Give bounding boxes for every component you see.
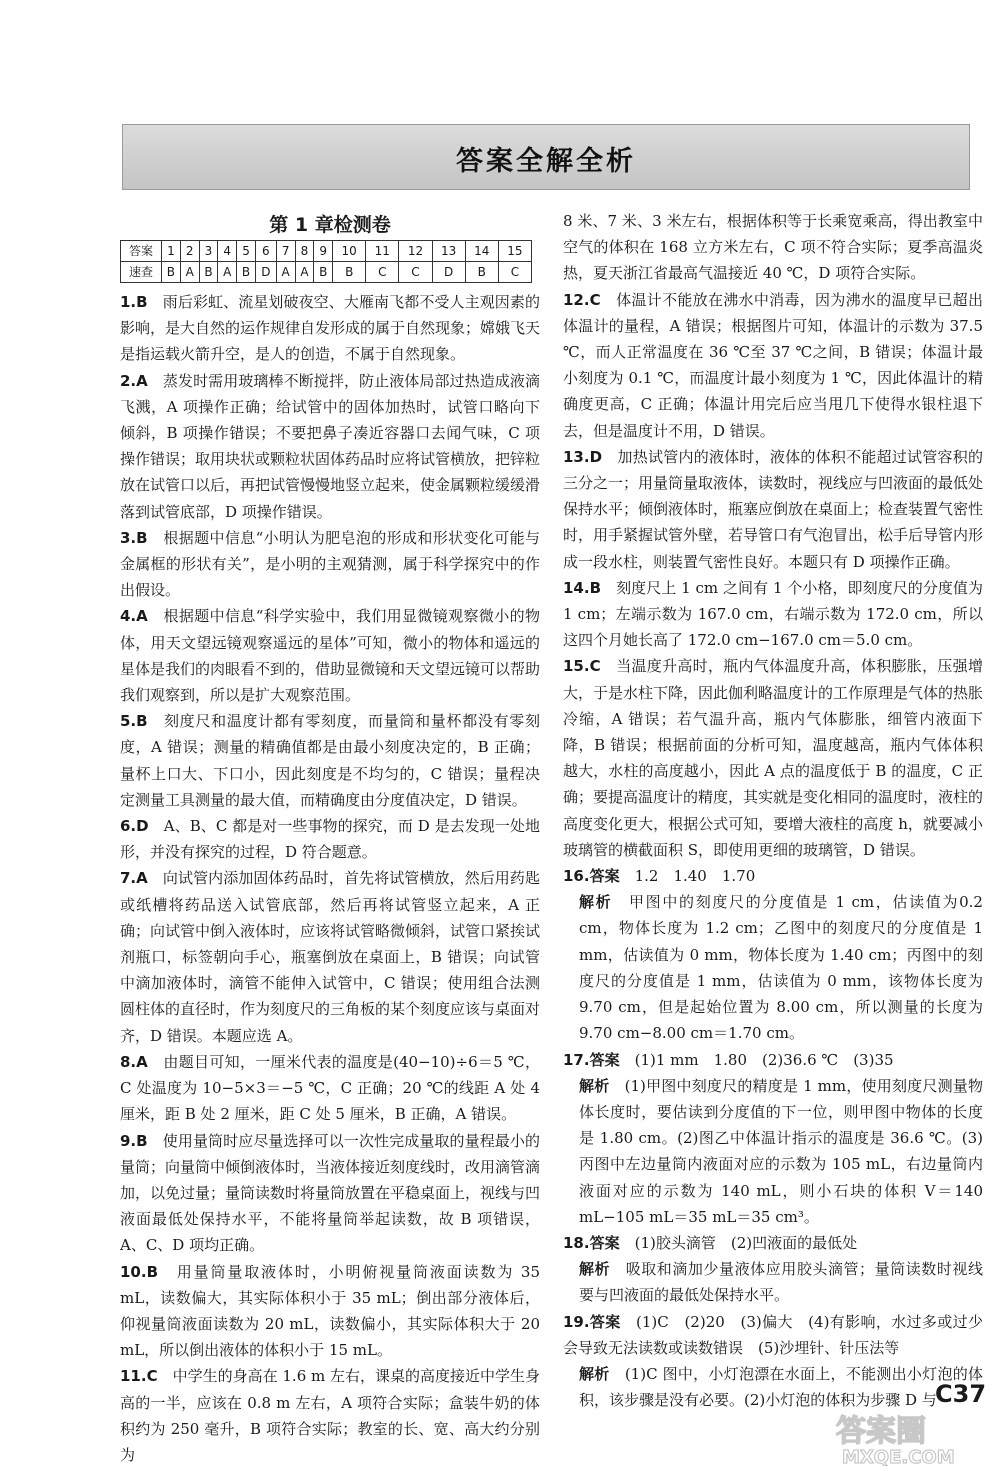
list-item	[120, 1363, 540, 1468]
table-cell: B	[333, 262, 366, 283]
item-number: 19.答案	[563, 1312, 621, 1331]
answer-table	[120, 240, 532, 283]
list-item	[563, 575, 983, 654]
table-cell: 6	[255, 241, 276, 262]
item-number: 4.A	[120, 607, 148, 626]
table-row-label: 答案	[121, 241, 162, 262]
table-cell: 5	[237, 241, 256, 262]
watermark-text-cn: 答案圈	[836, 1414, 926, 1449]
list-item	[563, 287, 983, 444]
table-cell: C	[498, 262, 531, 283]
item-text: 根据题中信息“小明认为肥皂泡的形成和形状变化可能与金属框的形状有关”，是小明的主观猜测，属于科学探究中的作出假设。	[120, 528, 540, 600]
answer-item	[563, 1309, 983, 1361]
item-number: 6.D	[120, 817, 149, 836]
item-number: 15.C	[563, 657, 601, 676]
answer-item	[563, 1230, 983, 1256]
list-item	[120, 289, 540, 368]
item-number: 7.A	[120, 869, 148, 888]
item-text: (1)胶头滴管 (2)凹液面的最低处	[634, 1233, 858, 1252]
item-number: 14.B	[563, 578, 602, 597]
table-cell: A	[276, 262, 295, 283]
item-text: 当温度升高时，瓶内气体温度升高，体积膨胀，压强增大，于是水柱下降，因此伽利略温度计的工作原理是气体的热胀冷缩，A 错误；若气温升高，瓶内气体膨胀，细管内液面下降，B 错误；根据前面的分析可知，温度越高，瓶内气体体积越大，水柱的高度越小，因此 A 点的温度低于 B 的温度，C 正确；要提高温度计的精度，其实就是变化相同的温度时，液柱的高度变化更大，根据公式可知，要增大液柱的高度 h，就要减小玻璃管的横截面积 S，即使用更细的玻璃管，D 错误。	[563, 657, 984, 859]
list-item	[563, 208, 983, 287]
item-number: 13.D	[563, 447, 603, 466]
list-item	[563, 444, 983, 575]
item-text: 1.2 1.40 1.70	[634, 867, 756, 886]
analysis-label: 解析	[579, 1076, 610, 1095]
table-cell: B	[465, 262, 498, 283]
answer-item	[563, 863, 983, 889]
item-text: (1)甲图中刻度尺的精度是 1 mm，使用刻度尺测量物体长度时，要估读到分度值的下一位，则甲图中物体的长度是 1.80 cm。(2)图乙中体温计指示的温度是 36.6 ℃。(3)丙图中左边量筒内液面对应的示数为 105 mL，右边量筒内液面对应的示数为 140 mL，则小石块的体积 V＝140 mL−105 mL＝35 mL＝35 cm³。	[579, 1076, 983, 1226]
item-text: 雨后彩虹、流星划破夜空、大雁南飞都不受人主观因素的影响，是大自然的运作规律自发形成的属于自然现象；嫦娥飞天是指运载火箭升空，是人的创造，不属于自然现象。	[120, 293, 541, 364]
list-item	[120, 1259, 540, 1364]
table-cell: 2	[180, 241, 199, 262]
item-text: 中学生的身高在 1.6 m 左右，课桌的高度接近中学生身高的一半，应该在 0.8 m 左右，A 项符合实际；盒装牛奶的体积约为 250 毫升，B 项符合实际；教室的长、宽、高大约分别为	[120, 1367, 540, 1464]
table-cell: 10	[333, 241, 366, 262]
item-number: 17.答案	[563, 1050, 620, 1069]
item-text: 刻度尺和温度计都有零刻度，而量筒和量杯都没有零刻度，A 错误；测量的精确值都是由最小刻度决定的，B 正确；量杯上口大、下口小，因此刻度是不均匀的，C 错误；量程决定测量工具测量的最大值，而精确度由分度值决定，D 错误。	[120, 712, 540, 809]
banner-title: 答案全解全析	[456, 146, 636, 177]
answer-table-numbers-row	[121, 241, 532, 262]
analysis-label: 解析	[579, 1364, 610, 1383]
table-cell: 12	[399, 241, 432, 262]
table-cell: C	[399, 262, 432, 283]
item-text: 刻度尺上 1 cm 之间有 1 个小格，即刻度尺的分度值为 1 cm；左端示数为 167.0 cm，右端示数为 172.0 cm，所以这四个月她长高了 172.0 cm−167.0 cm＝5.0 cm。	[563, 578, 983, 650]
analysis-item	[563, 1073, 983, 1230]
answer-item	[563, 1047, 983, 1073]
right-column	[563, 208, 983, 1413]
item-number: 9.B	[120, 1131, 148, 1150]
table-cell: 15	[498, 241, 531, 262]
analysis-item	[563, 1256, 983, 1308]
item-number: 16.答案	[563, 867, 620, 886]
page-number: C37	[935, 1380, 987, 1408]
item-text: (1)C 图中，小灯泡漂在水面上，不能测出小灯泡的体积，该步骤是没有必要。(2)小灯泡的体积为步骤 D 与	[579, 1364, 983, 1410]
table-cell: 9	[314, 241, 333, 262]
analysis-item	[563, 889, 983, 1046]
list-item	[120, 603, 540, 708]
item-text: 用量筒量取液体时，小明俯视量筒液面读数为 35 mL，读数偏大，其实际体积小于 35 mL；倒出部分液体后，仰视量筒液面读数为 20 mL，读数偏小，其实际体积大于 20 mL，所以倒出液体的体积小于 15 mL。	[120, 1262, 540, 1360]
item-number: 18.答案	[563, 1233, 620, 1252]
table-cell: 14	[465, 241, 498, 262]
table-cell: D	[432, 262, 465, 283]
table-cell: 11	[366, 241, 399, 262]
item-text: A、B、C 都是对一些事物的探究，而 D 是去发现一处地形，并没有探究的过程，D 符合题意。	[120, 817, 540, 862]
table-cell: B	[162, 262, 181, 283]
item-text: 蒸发时需用玻璃棒不断搅拌，防止液体局部过热造成液滴飞溅，A 项操作正确；给试管中的固体加热时，试管口略向下倾斜，B 项操作错误；不要把鼻子凑近容器口去闻气味，C 项操作错误；取用块状或颗粒状固体药品时应将试管横放，把锌粒放在试管口以后，再把试管慢慢地竖立起来，使金属颗粒缓缓滑落到试管底部，D 项操作错误。	[120, 371, 541, 521]
item-number: 1.B	[120, 293, 148, 311]
item-number: 11.C	[120, 1367, 158, 1386]
item-text: 8 米、7 米、3 米左右，根据体积等于长乘宽乘高，得出教室中空气的体积在 168 立方米左右，C 项不符合实际；夏季高温炎热，夏天浙江省最高气温接近 40 ℃，D 项符合实际。	[563, 212, 983, 283]
table-cell: C	[366, 262, 399, 283]
item-text: 加热试管内的液体时，液体的体积不能超过试管容积的三分之一；用量筒量取液体，读数时，视线应与凹液面的最低处保持水平；倾倒液体时，瓶塞应倒放在桌面上；检查装置气密性时，用手紧握试管外壁，若导管口有气泡冒出，松手后导管内形成一段水柱，则装置气密性良好。本题只有 D 项操作正确。	[563, 447, 984, 571]
item-text: (1)C (2)20 (3)偏大 (4)有影响，水过多或过少会导致无法读数或读数错误 (5)沙埋针、针压法等	[563, 1312, 983, 1357]
list-item	[120, 865, 540, 1048]
analysis-label: 解析	[579, 1260, 611, 1279]
table-cell: 3	[199, 241, 218, 262]
item-number: 10.B	[120, 1262, 159, 1281]
item-text: 使用量筒时应尽量选择可以一次性完成量取的量程最小的量筒；向量筒中倾倒液体时，当液体接近刻度线时，改用滴管滴加，以免过量；量筒读数时将量筒放置在平稳桌面上，视线与凹液面最低处保持水平，不能将量筒举起读数，故 B 项错误，A、C、D 项均正确。	[120, 1131, 541, 1255]
item-text: 由题目可知，一厘米代表的温度是(40−10)÷6＝5 ℃，C 处温度为 10−5×3＝−5 ℃，C 正确；20 ℃的线距 A 处 4 厘米，距 B 处 2 厘米，距 C 处 5 厘米，B 正确，A 错误。	[120, 1052, 540, 1124]
table-cell: A	[218, 262, 237, 283]
table-cell: A	[180, 262, 199, 283]
item-text: (1)1 mm 1.80 (2)36.6 ℃ (3)35	[634, 1050, 894, 1069]
answer-table-answers-row	[121, 262, 532, 283]
item-text: 体温计不能放在沸水中消毒，因为沸水的温度早已超出体温计的量程，A 错误；根据图片可知，体温计的示数为 37.5 ℃，而人正常温度在 36 ℃至 37 ℃之间，B 错误；体温计最小刻度为 0.1 ℃，而温度计最小刻度为 1 ℃，因此体温计的精确度更高，C 正确；体温计用完后应当甩几下使得水银柱退下去，但是温度计不用，D 错误。	[563, 290, 983, 440]
item-number: 5.B	[120, 712, 148, 731]
item-number: 2.A	[120, 371, 148, 390]
item-text: 甲图中的刻度尺的分度值是 1 cm，估读值为0.2 cm，物体长度为 1.2 cm；乙图中的刻度尺的分度值是 1 mm，估读值为 0 mm，物体长度为 1.40 cm；丙图中的刻度尺的分度值是 1 mm，估读值为 0 mm，该物体长度为 9.70 cm，但是起始位置为 8.00 cm，所以测量的长度为 9.70 cm−8.00 cm＝1.70 cm。	[579, 893, 983, 1043]
item-text: 向试管内添加固体药品时，首先将试管横放，然后用药匙或纸槽将药品送入试管底部，然后再将试管竖立起来，A 正确；向试管中倒入液体时，应该将试管略微倾斜，试管口紧挨试剂瓶口，标签朝向手心，瓶塞倒放在桌面上，B 错误；向试管中滴加液体时，滴管不能伸入试管中，C 错误；使用组合法测圆柱体的直径时，作为刻度尺的三角板的某个刻度应该与桌面对齐，D 错误。本题应选 A。	[120, 869, 541, 1045]
watermark-logo	[828, 1405, 998, 1467]
analysis-label: 解析	[579, 893, 613, 912]
chapter-title: 第 1 章检测卷	[269, 214, 391, 236]
left-column	[120, 210, 540, 1468]
item-number: 8.A	[120, 1052, 148, 1071]
list-item	[120, 813, 540, 865]
list-item	[120, 368, 540, 525]
list-item	[120, 1128, 540, 1259]
list-item	[563, 653, 983, 863]
item-text: 吸取和滴加少量液体应用胶头滴管；量筒读数时视线要与凹液面的最低处保持水平。	[579, 1260, 983, 1305]
list-item	[120, 1049, 540, 1128]
table-cell: B	[237, 262, 256, 283]
table-cell: A	[295, 262, 314, 283]
list-item	[120, 708, 540, 813]
table-cell: 13	[432, 241, 465, 262]
table-cell: D	[255, 262, 276, 283]
list-item	[120, 525, 540, 604]
item-number: 12.C	[563, 290, 601, 309]
table-cell: B	[199, 262, 218, 283]
table-cell: 1	[162, 241, 181, 262]
item-text: 根据题中信息“科学实验中，我们用显微镜观察微小的物体，用天文望远镜观察遥远的星体”可知，微小的物体和遥远的星体是我们的肉眼看不到的，借助显微镜和天文望远镜可以帮助我们观察到，所以是扩大观察范围。	[120, 607, 541, 705]
table-cell: 7	[276, 241, 295, 262]
table-cell: B	[314, 262, 333, 283]
header-banner	[122, 124, 970, 190]
item-number: 3.B	[120, 528, 148, 547]
table-cell: 4	[218, 241, 237, 262]
table-cell: 8	[295, 241, 314, 262]
table-row-label: 速查	[121, 262, 162, 283]
watermark-text-url: MXQE.COM	[842, 1447, 955, 1467]
